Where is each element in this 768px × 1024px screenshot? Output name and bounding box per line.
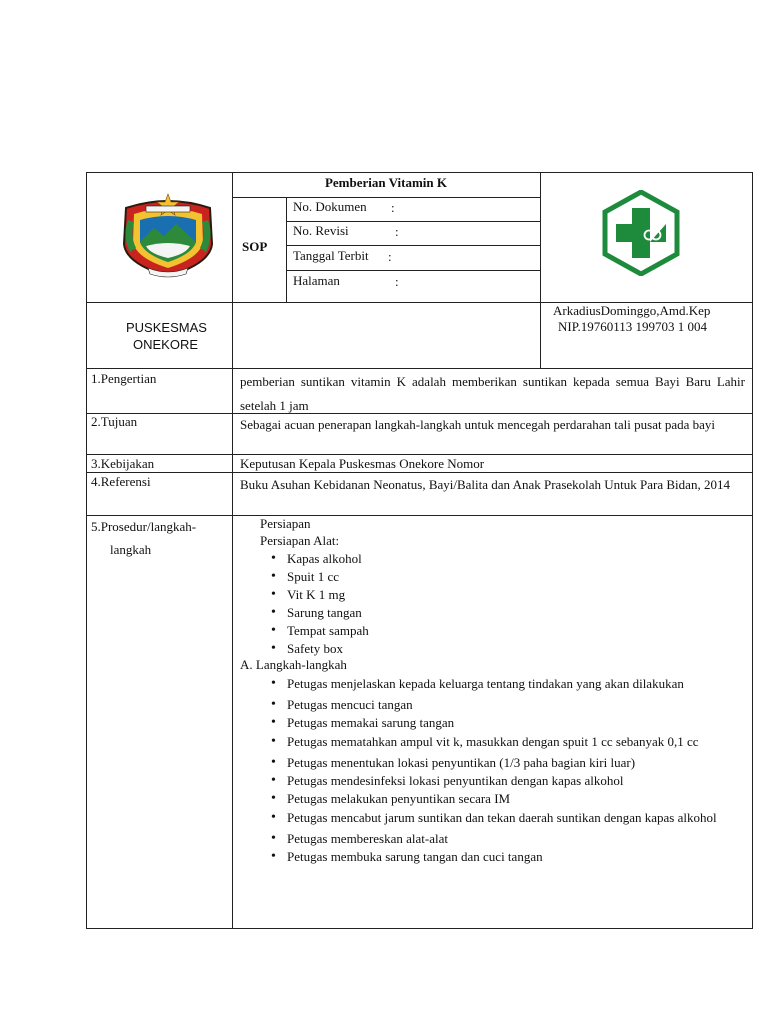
title-separator xyxy=(232,197,540,198)
alat-list xyxy=(268,550,738,658)
list-item: • Petugas menentukan lokasi penyuntikan (1/3 paha bagian kiri luar) xyxy=(268,754,745,772)
field-tanggal-terbit-label: Tanggal Terbit xyxy=(293,248,369,263)
table-border-right xyxy=(752,172,753,929)
list-item: • Petugas memakai sarung tangan xyxy=(268,714,745,732)
list-item: • Spuit 1 cc xyxy=(268,568,738,586)
field-tanggal-terbit-sep: : xyxy=(388,249,392,264)
field-halaman-sep: : xyxy=(395,274,399,289)
list-item: • Petugas melakukan penyuntikan secara IM xyxy=(268,790,745,808)
persiapan-alat-heading: Persiapan Alat: xyxy=(260,533,340,548)
regional-emblem-icon xyxy=(120,190,216,280)
table-border-bottom xyxy=(86,928,753,929)
section-kebijakan-label: 3.Kebijakan xyxy=(91,456,155,471)
list-item: • Petugas mendesinfeksi lokasi penyuntikan dengan kapas alkohol xyxy=(268,772,745,790)
list-item: • Petugas mencuci tangan xyxy=(268,696,745,714)
section-tujuan-label: 2.Tujuan xyxy=(91,414,138,429)
table-border-top xyxy=(86,172,753,173)
field-halaman-label: Halaman xyxy=(293,273,340,288)
list-item: • Petugas membuka sarung tangan dan cuci tangan xyxy=(268,848,745,866)
field-no-revisi-label: No. Revisi xyxy=(293,223,349,238)
list-item: • Vit K 1 mg xyxy=(268,586,738,604)
section-referensi-text: Buku Asuhan Kebidanan Neonatus, Bayi/Balita dan Anak Prasekolah Untuk Para Bidan, 2014 xyxy=(240,477,730,492)
field-no-dokumen-sep: : xyxy=(391,200,395,215)
list-item: • Petugas mematahkan ampul vit k, masukkan dengan spuit 1 cc sebanyak 0,1 cc xyxy=(268,729,745,754)
list-item: • Tempat sampah xyxy=(268,622,738,640)
table-border-left xyxy=(86,172,87,929)
section-tujuan-text: Sebagai acuan penerapan langkah-langkah untuk mencegah perdarahan tali pusat pada bayi xyxy=(240,417,716,432)
section-referensi-label: 4.Referensi xyxy=(91,474,151,489)
section-pengertian-label: 1.Pengertian xyxy=(91,371,157,386)
persiapan-heading: Persiapan xyxy=(260,516,311,531)
signer-name: ArkadiusDominggo,Amd.Kep xyxy=(553,303,711,318)
health-cross-icon xyxy=(602,190,680,276)
list-item: • Petugas menjelaskan kepada keluarga tentang tindakan yang akan dilakukan xyxy=(268,671,745,696)
section-prosedur-label-line1: 5.Prosedur/langkah- xyxy=(91,519,197,534)
document-title: Pemberian Vitamin K xyxy=(324,175,448,190)
langkah-heading: A. Langkah-langkah xyxy=(240,657,347,672)
field-separator-2 xyxy=(286,245,540,246)
list-item: • Sarung tangan xyxy=(268,604,738,622)
list-item: • Petugas membereskan alat-alat xyxy=(268,830,745,848)
field-separator-3 xyxy=(286,270,540,271)
section-kebijakan-text: Keputusan Kepala Puskesmas Onekore Nomor xyxy=(240,456,485,471)
list-item: • Safety box xyxy=(268,640,738,658)
list-item: • Kapas alkohol xyxy=(268,550,738,568)
section-prosedur-label-line2: langkah xyxy=(110,542,152,557)
right-logo-divider xyxy=(540,172,541,369)
org-name-line2: ONEKORE xyxy=(133,337,199,352)
field-no-revisi-sep: : xyxy=(395,224,399,239)
sop-label: SOP xyxy=(242,239,268,254)
langkah-list xyxy=(268,674,745,866)
row-border-4 xyxy=(86,515,753,516)
signer-nip: NIP.19760113 199703 1 004 xyxy=(558,319,708,334)
org-row-bottom-border xyxy=(86,368,753,369)
sop-divider xyxy=(286,197,287,303)
list-item: • Petugas mencabut jarum suntikan dan tekan daerah suntikan dengan kapas alkohol xyxy=(268,805,745,830)
section-pengertian-text: pemberian suntikan vitamin K adalah memberikan suntikan kepada semua Bayi Baru Lahir setelah 1 jam xyxy=(240,374,745,413)
field-no-dokumen-label: No. Dokumen xyxy=(293,199,367,214)
column-divider xyxy=(232,172,233,929)
org-name-line1: PUSKESMAS xyxy=(126,320,207,335)
